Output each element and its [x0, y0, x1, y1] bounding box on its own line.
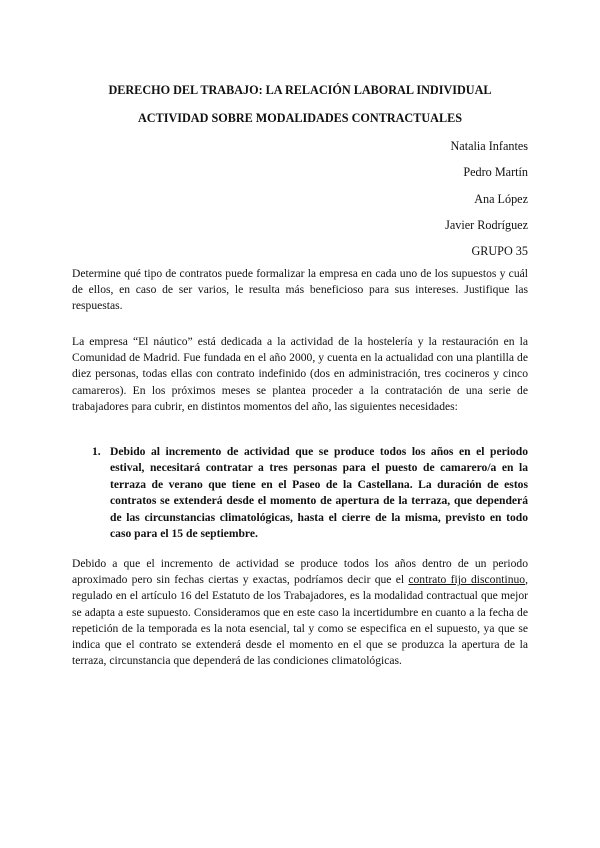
author-name: Pedro Martín: [463, 165, 528, 179]
context-paragraph: La empresa “El náutico” está dedicada a la actividad de la hostelería y la restauración en la Comunidad de Madrid. Fue fundada en el año 2000, y cuenta en la actualidad con una plantilla de diez personas, todas ellas con contrato indefinido (dos en administración, tres cocineros y cinco camareros). En los próximos meses se plantea proceder a la contratación de una serie de trabajadores para cubrir, en distintos momentos del año, las siguientes necesidades:: [72, 335, 528, 413]
author-name: Javier Rodríguez: [445, 218, 528, 232]
answer-text-after: , regulado en el artículo 16 del Estatuto de los Trabajadores, es la modalidad contractual que mejor se adapta a este supuesto. Consideramos que en este caso la incertidumbre en cuanto a la fecha de repetición de la temporada es la nota esencial, tal y como se especifica en el supuesto, ya que se indica que el contrato se extenderá desde el momento en el que se produzca la apertura de la terraza, circunstancia que dependerá de las condiciones climatológicas.: [72, 573, 528, 668]
group-label: GRUPO 35: [471, 244, 528, 258]
author-name: Natalia Infantes: [450, 139, 528, 153]
answer-text-before: Debido a que el incremento de actividad se produce todos los años dentro de un periodo aproximado pero sin fechas ciertas y exactas, podríamos decir que el: [72, 557, 528, 587]
answer-paragraph: [72, 556, 528, 669]
author-name: Ana López: [474, 192, 528, 206]
case-list-item: [92, 444, 528, 542]
document-subtitle: ACTIVIDAD SOBRE MODALIDADES CONTRACTUALES: [137, 111, 463, 125]
document-title: DERECHO DEL TRABAJO: LA RELACIÓN LABORAL INDIVIDUAL: [108, 83, 492, 97]
case-number: 1.: [92, 445, 101, 458]
contract-type-link[interactable]: contrato fijo discontinuo: [408, 573, 526, 587]
case-text: Debido al incremento de actividad que se produce todos los años en el periodo estival, necesitará contratar a tres personas para el puesto de camarero/a en la terraza de verano que tiene en el Paseo de la Castellana. La duración de estos contratos se extenderá desde el momento de apertura de la terraza, que dependerá de las circunstancias climatológicas, hasta el cierre de la misma, previsto en todo caso para el 15 de septiembre.: [110, 445, 528, 541]
instructions-paragraph: Determine qué tipo de contratos puede formalizar la empresa en cada uno de los supuestos y cuál de ellos, en caso de ser varios, le resulta más beneficioso para sus intereses. Justifique las respuestas.: [72, 267, 528, 313]
